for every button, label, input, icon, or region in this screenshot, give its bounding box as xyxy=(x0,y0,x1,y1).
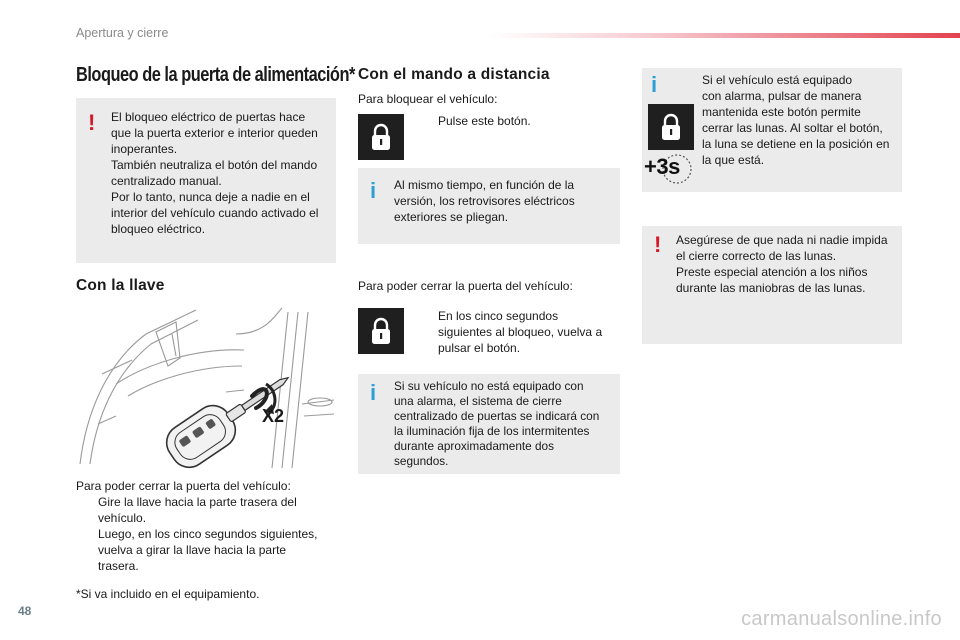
bullet-arrow-icon xyxy=(76,526,98,574)
door-intro: Para poder cerrar la puerta del vehículo: xyxy=(358,279,573,293)
warning-text-windows: Asegúrese de que nada ni nadie impida el cierre correcto de las lunas. Preste especial atención a los niños durante las maniobras de las lunas. xyxy=(676,233,888,295)
key-instructions: Para poder cerrar la puerta del vehículo: Gire la llave hacia la parte trasera del vehículo. Luego, en los cinco segundos siguientes, vuelva a girar la llave hacia la parte trasera. xyxy=(76,478,338,574)
warning-text: El bloqueo eléctrico de puertas hace que la puerta exterior e interior queden inoperantes. También neutraliza el botón del mando centralizado manual. Por lo tanto, nunca deje a nadie en el interior del vehículo cuando activado el bloqueo eléctrico. xyxy=(111,110,319,236)
info-box-windows xyxy=(642,68,902,192)
door-step: En los cinco segundos siguientes al bloqueo, vuelva a pulsar el botón. xyxy=(416,308,616,356)
warning-box-windows xyxy=(642,226,902,344)
key-step-1: Gire la llave hacia la parte trasera del vehículo. xyxy=(76,494,338,526)
hold-label: +3s xyxy=(644,154,680,179)
info-icon: i xyxy=(370,380,377,405)
bullet-arrow-icon xyxy=(76,494,98,526)
page-number: 48 xyxy=(18,604,32,618)
lock-button-icon-3 xyxy=(648,104,694,150)
info-text-windows: Si el vehículo está equipado con alarma, pulsar de manera mantenida este botón permite cerrar las lunas. Al soltar el botón, la luna se detiene en la posición en la que está. xyxy=(702,73,890,167)
section-heading-key: Con la llave xyxy=(76,277,165,294)
footnote: *Si va incluido en el equipamiento. xyxy=(76,587,260,601)
info-box-mirrors xyxy=(358,168,620,244)
section-heading-power-door-lock: Bloqueo de la puerta de alimentación* xyxy=(76,64,355,86)
watermark: carmanualsonline.info xyxy=(741,608,942,630)
header-divider xyxy=(490,33,960,38)
lock-intro: Para bloquear el vehículo: xyxy=(358,92,498,106)
warning-box-door-lock xyxy=(76,98,336,263)
key-door-illustration xyxy=(76,304,336,472)
turn-twice-label: X2 xyxy=(262,406,285,426)
info-text-indicators: Si su vehículo no está equipado con una alarma, el sistema de cierre centralizado de puertas se indicará con la iluminación fija de los intermitentes durante aproximadamente dos segundos. xyxy=(394,379,600,468)
section-heading-remote: Con el mando a distancia xyxy=(358,66,550,83)
info-icon: i xyxy=(651,72,658,97)
chapter-title: Apertura y cierre xyxy=(76,26,169,40)
info-icon: i xyxy=(370,178,377,203)
warning-icon: ! xyxy=(88,110,96,135)
warning-icon: ! xyxy=(654,232,662,257)
bullet-arrow-icon xyxy=(416,308,438,356)
info-box-indicators xyxy=(358,374,620,474)
key-step-2: Luego, en los cinco segundos siguientes, vuelva a girar la llave hacia la parte trasera. xyxy=(76,526,338,574)
lock-step: Pulse este botón. xyxy=(416,113,606,129)
info-text-mirrors: Al mismo tiempo, en función de la versión, los retrovisores eléctricos exteriores se pliegan. xyxy=(394,178,575,224)
lock-button-icon xyxy=(358,114,404,160)
bullet-arrow-icon xyxy=(416,113,438,129)
lock-button-icon-2 xyxy=(358,308,404,354)
